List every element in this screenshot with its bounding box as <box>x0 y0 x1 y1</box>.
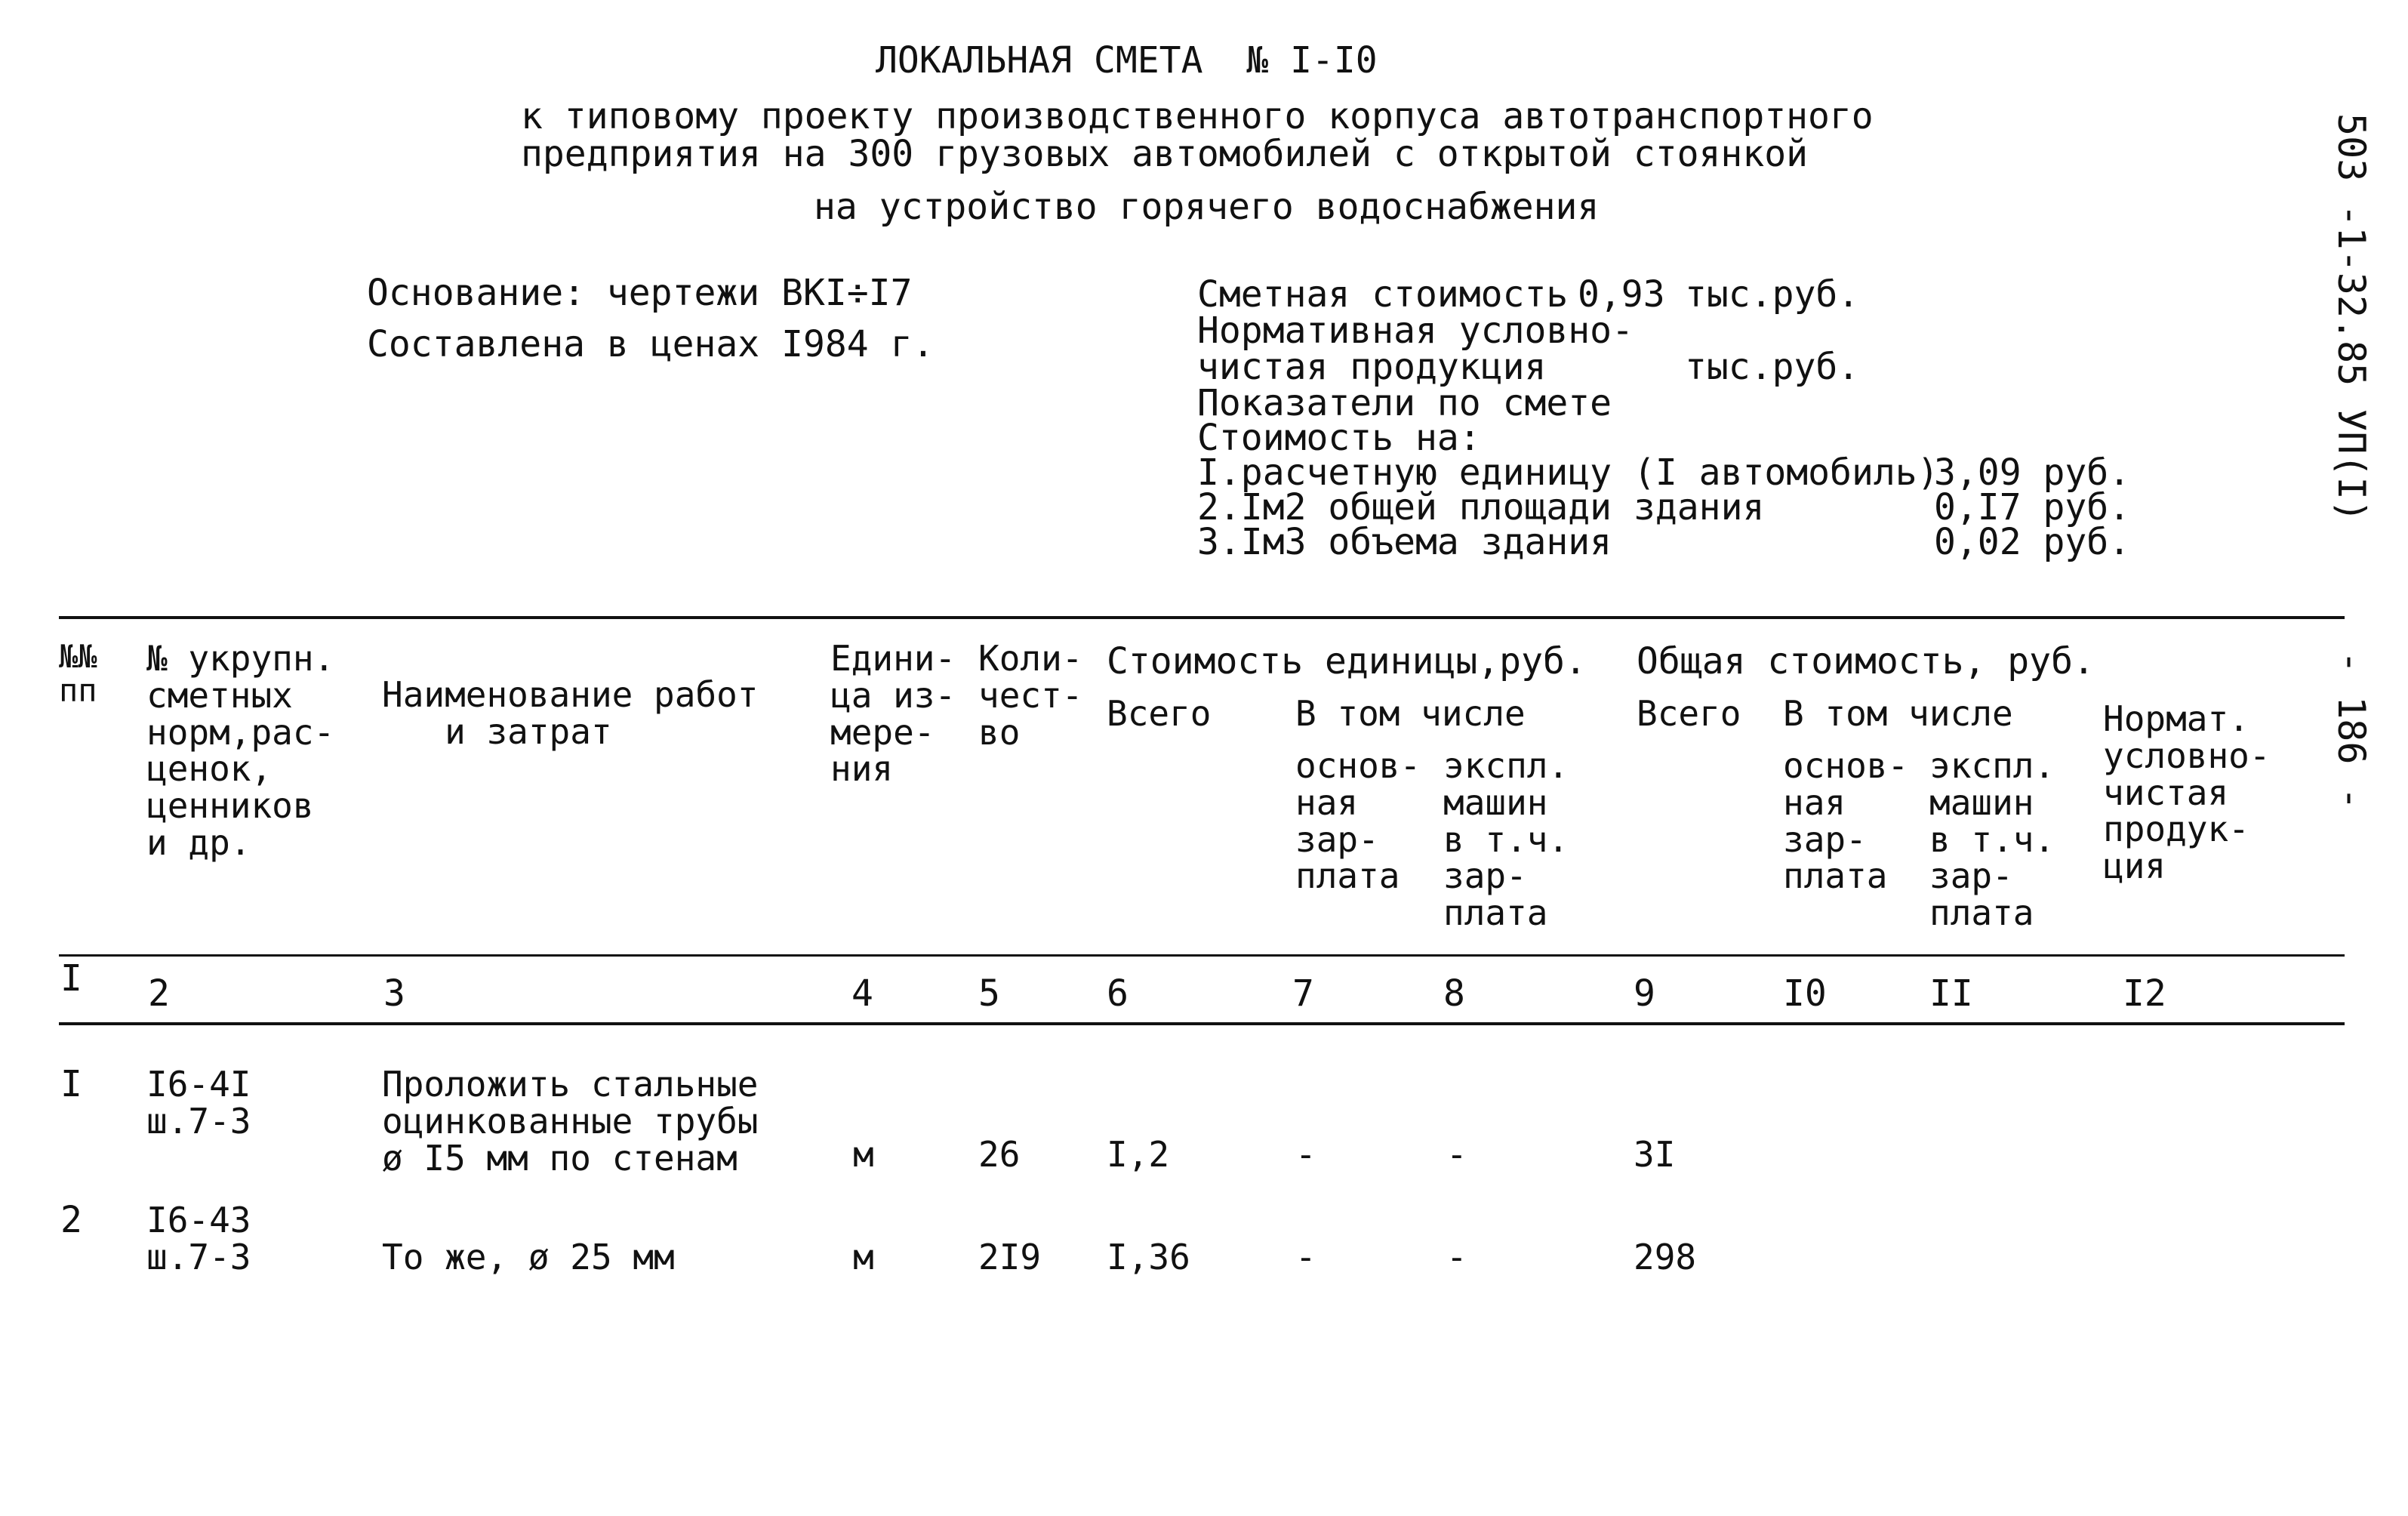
header-total-machines: экспл. машин в т.ч. зар- плата <box>1929 745 2055 933</box>
indicator-label: I.расчетную единицу (I автомобиль) <box>1197 451 1939 494</box>
row-unit: м <box>853 1134 874 1175</box>
column-number: I0 <box>1783 972 1827 1015</box>
row-number: 2 <box>60 1199 82 1241</box>
header-total-including: В том числе <box>1783 693 2013 734</box>
indicators-label: Показатели по смете <box>1197 382 1612 424</box>
normative-label-2: чистая продукция <box>1197 346 1547 388</box>
row-unit-wage: - <box>1295 1237 1316 1277</box>
row-norm-code: I6-43 ш.7-3 <box>146 1200 251 1277</box>
subtitle-line-2: предприятия на 300 грузовых автомобилей с открытой стоянкой <box>521 133 1809 175</box>
row-unit-machines: - <box>1446 1134 1467 1175</box>
row-unit-total: I,2 <box>1107 1134 1170 1175</box>
row-quantity: 2I9 <box>978 1237 1042 1277</box>
header-bottom-rule <box>59 954 2345 957</box>
row-unit-wage: - <box>1295 1134 1316 1175</box>
row-unit-machines: - <box>1446 1237 1467 1277</box>
header-quantity: Коли- чест- во <box>978 638 1083 753</box>
column-number: 6 <box>1107 972 1129 1015</box>
column-number: 3 <box>383 972 405 1015</box>
subtitle-line-1: к типовому проекту производственного корпуса автотранспортного <box>521 95 1874 137</box>
header-work-name: Наименование работ и затрат <box>382 674 759 752</box>
page-number: - 186 - <box>2329 651 2373 810</box>
column-number: I2 <box>2123 972 2166 1015</box>
header-total-wage: основ- ная зар- плата <box>1783 745 1909 897</box>
column-number: 5 <box>978 972 1000 1015</box>
indicator-label: 2.Iм2 общей площади здания <box>1197 486 1765 528</box>
header-unit-machines: экспл. машин в т.ч. зар- плата <box>1443 745 1569 933</box>
subtitle-line-3: на устройство горячего водоснабжения <box>814 186 1600 228</box>
header-unit: Едини- ца из- мере- ния <box>830 638 956 790</box>
row-work-name: Проложить стальные оцинкованные трубы ø I5 мм по стенам <box>382 1064 759 1179</box>
document-code: 503 -1-32.85 УП(I) <box>2329 113 2373 522</box>
row-unit: м <box>853 1237 874 1277</box>
header-total-cost-group: Общая стоимость, руб. <box>1637 640 2095 683</box>
header-norm-code: № укрупн. сметных норм,рас- ценок, ценников и др. <box>146 638 335 863</box>
column-number: 9 <box>1634 972 1655 1015</box>
header-row-number: №№ пп <box>59 638 97 709</box>
row-total: 298 <box>1634 1237 1697 1277</box>
indicator-value: 0,02 руб. <box>1934 521 2131 563</box>
column-numbers-rule <box>59 1022 2345 1025</box>
basis-text: Основание: чертежи ВКI÷I7 <box>367 272 913 314</box>
row-number: I <box>60 1063 82 1105</box>
row-norm-code: I6-4I ш.7-3 <box>146 1064 251 1142</box>
column-number: 8 <box>1443 972 1465 1015</box>
row-total: 3I <box>1634 1134 1676 1175</box>
indicator-value: 0,I7 руб. <box>1934 486 2131 528</box>
table-top-rule <box>59 616 2345 619</box>
row-work-name: То же, ø 25 мм <box>382 1237 675 1277</box>
header-unit-wage: основ- ная зар- плата <box>1295 745 1421 897</box>
normative-unit: тыс.руб. <box>1685 346 1860 388</box>
header-normative-product: Нормат. условно- чистая продук- ция <box>2103 698 2271 886</box>
estimated-cost-unit: тыс.руб. <box>1685 273 1860 316</box>
cost-on-label: Стоимость на: <box>1197 417 1481 459</box>
column-number: II <box>1929 972 1973 1015</box>
estimated-cost-label: Сметная стоимость <box>1197 273 1569 316</box>
header-total: Всего <box>1637 693 1741 734</box>
column-number: 7 <box>1292 972 1314 1015</box>
column-number: 2 <box>148 972 170 1015</box>
header-unit-cost-group: Стоимость единицы,руб. <box>1107 640 1587 683</box>
row-unit-total: I,36 <box>1107 1237 1190 1277</box>
prices-year-text: Составлена в ценах I984 г. <box>367 323 935 365</box>
indicator-value: 3,09 руб. <box>1934 451 2131 494</box>
indicator-label: 3.Iм3 объема здания <box>1197 521 1612 563</box>
header-unit-including: В том числе <box>1295 693 1526 734</box>
document-title: ЛОКАЛЬНАЯ СМЕТА № I-I0 <box>876 39 1378 82</box>
normative-label-1: Нормативная условно- <box>1197 310 1634 352</box>
column-number: I <box>60 957 82 1000</box>
header-unit-total: Всего <box>1107 693 1212 734</box>
row-quantity: 26 <box>978 1134 1021 1175</box>
column-number: 4 <box>851 972 873 1015</box>
estimated-cost-value: 0,93 <box>1578 273 1665 316</box>
